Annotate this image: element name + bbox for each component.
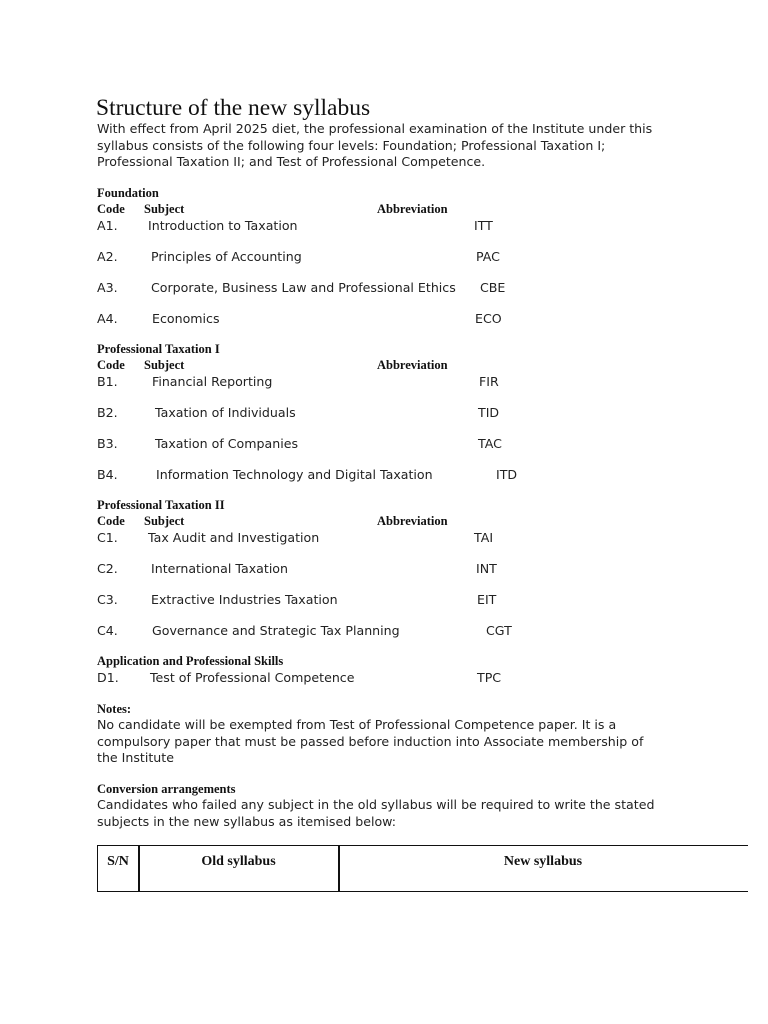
- row-subject: Introduction to Taxation: [148, 218, 298, 233]
- row-subject: Taxation of Companies: [155, 436, 299, 451]
- row-code: B3.: [97, 436, 118, 451]
- row-abbreviation: ITD: [496, 467, 518, 482]
- row-code: C4.: [97, 623, 118, 638]
- row-abbreviation: FIR: [479, 374, 499, 389]
- row-subject: Test of Professional Competence: [150, 670, 355, 685]
- row-code: A4.: [97, 311, 118, 326]
- conversion-heading: Conversion arrangements: [97, 782, 236, 796]
- row-abbreviation: TAI: [474, 530, 494, 545]
- row-abbreviation: TPC: [477, 670, 502, 685]
- row-abbreviation: TID: [478, 405, 500, 420]
- row-abbreviation: CGT: [486, 623, 512, 638]
- column-header-subject: Subject: [144, 514, 185, 528]
- row-subject: Taxation of Individuals: [155, 405, 296, 420]
- row-subject: Governance and Strategic Tax Planning: [152, 623, 400, 638]
- column-header-subject: Subject: [144, 202, 185, 216]
- row-subject: Corporate, Business Law and Professional Ethics: [151, 280, 456, 295]
- row-abbreviation: PAC: [476, 249, 500, 264]
- row-abbreviation: ECO: [475, 311, 502, 326]
- column-header-code: Code: [97, 358, 125, 372]
- section-heading-foundation: Foundation: [97, 186, 159, 200]
- column-header-code: Code: [97, 202, 125, 216]
- intro-paragraph: With effect from April 2025 diet, the professional examination of the Institute under this syllabus consists of the following four levels: Foundation; Professional Taxation I; Professional Taxation II; and Test of Professional Competence.: [97, 121, 653, 169]
- section-heading-professional-taxation-ii: Professional Taxation II: [97, 498, 225, 512]
- column-header-subject: Subject: [144, 358, 185, 372]
- column-header-abbreviation: Abbreviation: [377, 202, 448, 216]
- row-code: D1.: [97, 670, 119, 685]
- row-subject: Tax Audit and Investigation: [148, 530, 320, 545]
- row-abbreviation: EIT: [477, 592, 497, 607]
- notes-text: No candidate will be exempted from Test of Professional Competence paper. It is a compulsory paper that must be passed before induction into Associate membership of the Institute: [97, 717, 644, 765]
- conversion-table: [97, 845, 748, 892]
- page-title: Structure of the new syllabus: [96, 95, 371, 121]
- row-code: A1.: [97, 218, 118, 233]
- section-heading-professional-taxation-i: Professional Taxation I: [97, 342, 220, 356]
- row-subject: International Taxation: [151, 561, 288, 576]
- table-header-sn: S/N: [107, 854, 129, 869]
- table-header-new-syllabus: New syllabus: [503, 854, 583, 869]
- table-header-old-syllabus: Old syllabus: [201, 854, 276, 869]
- row-subject: Extractive Industries Taxation: [151, 592, 338, 607]
- section-heading-application-skills: Application and Professional Skills: [97, 654, 284, 668]
- row-subject: Economics: [152, 311, 220, 326]
- row-code: C1.: [97, 530, 118, 545]
- row-code: B2.: [97, 405, 118, 420]
- row-code: C2.: [97, 561, 118, 576]
- conversion-text: Candidates who failed any subject in the old syllabus will be required to write the stated subjects in the new syllabus as itemised below:: [97, 797, 655, 829]
- row-code: C3.: [97, 592, 118, 607]
- column-header-abbreviation: Abbreviation: [377, 514, 448, 528]
- column-header-abbreviation: Abbreviation: [377, 358, 448, 372]
- row-abbreviation: TAC: [478, 436, 502, 451]
- row-subject: Financial Reporting: [152, 374, 273, 389]
- row-abbreviation: CBE: [480, 280, 506, 295]
- row-abbreviation: INT: [476, 561, 497, 576]
- row-code: A2.: [97, 249, 118, 264]
- row-code: B1.: [97, 374, 118, 389]
- row-subject: Principles of Accounting: [151, 249, 302, 264]
- row-subject: Information Technology and Digital Taxation: [156, 467, 433, 482]
- row-code: A3.: [97, 280, 118, 295]
- column-header-code: Code: [97, 514, 125, 528]
- notes-heading: Notes:: [97, 702, 132, 716]
- row-code: B4.: [97, 467, 118, 482]
- row-abbreviation: ITT: [474, 218, 493, 233]
